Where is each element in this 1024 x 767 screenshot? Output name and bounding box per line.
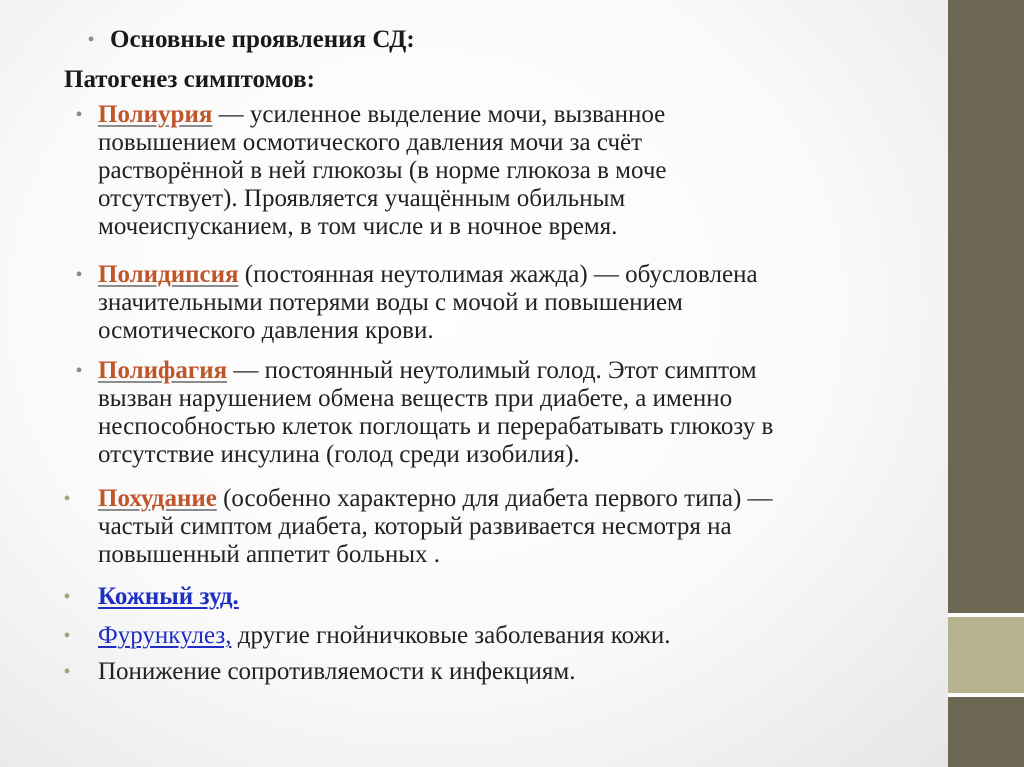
slide-subtitle: Патогенез симптомов: — [64, 66, 315, 93]
term-link-polyphagia[interactable]: Полифагия — [98, 357, 228, 384]
list-item-infection-resistance — [98, 658, 948, 686]
list-item-skin-itch — [98, 583, 948, 611]
bullet-marker: • — [75, 360, 83, 382]
bullet-marker: • — [63, 661, 71, 683]
list-item-furunculosis — [98, 622, 948, 650]
list-item-text: отсутствует). Проявляется учащённым обильным — [98, 185, 626, 212]
list-item-polydipsia — [98, 261, 948, 345]
list-item-text: вызван нарушением обмена веществ при диабете, а именно — [98, 385, 733, 412]
list-item-text: частый симптом диабета, который развивается несмотря на — [98, 513, 732, 540]
list-item-polyuria — [98, 101, 948, 241]
list-item-text: растворённой в ней глюкозы (в норме глюкоза в моче — [98, 157, 667, 184]
list-item-weight-loss — [98, 485, 948, 569]
list-item-text: повышением осмотического давления мочи за счёт — [98, 129, 643, 156]
bullet-marker: • — [63, 488, 71, 510]
list-item-text: отсутствие инсулина (голод среди изобилия). — [98, 441, 580, 468]
list-item-polyphagia — [98, 357, 948, 469]
decorative-sidebar-band — [948, 617, 1024, 693]
term-link-skin-itch[interactable]: Кожный зуд. — [98, 583, 239, 610]
term-link-polydipsia[interactable]: Полидипсия — [98, 261, 239, 288]
bullet-marker: • — [63, 625, 71, 647]
list-item-text: другие гнойничковые заболевания кожи. — [231, 622, 671, 649]
slide-title: Основные проявления СД: — [110, 26, 415, 53]
list-item-text: мочеиспусканием, в том числе и в ночное время. — [98, 213, 618, 240]
bullet-marker: • — [75, 264, 83, 286]
term-link-polyuria[interactable]: Полиурия — [98, 101, 213, 128]
term-link-weight-loss[interactable]: Похудание — [98, 485, 217, 512]
list-item-text: (постоянная неутолимая жажда) — обусловлена — [238, 261, 758, 288]
bullet-marker: • — [87, 29, 95, 51]
bullet-marker: • — [63, 586, 71, 608]
list-item-text: неспособностью клеток поглощать и перерабатывать глюкозу в — [98, 413, 774, 440]
list-item-text: — постоянный неутолимый голод. Этот симптом — [227, 357, 757, 384]
list-item-text: осмотического давления крови. — [98, 317, 434, 344]
bullet-marker: • — [75, 104, 83, 126]
list-item-text: значительными потерями воды с мочой и повышением — [98, 289, 683, 316]
list-item-text: повышенный аппетит больных . — [98, 541, 441, 568]
sidebar-divider-bottom — [948, 693, 1024, 697]
list-item-text: Понижение сопротивляемости к инфекциям. — [98, 658, 576, 685]
term-link-furunculosis[interactable]: Фурункулез, — [98, 622, 232, 649]
list-item-text: (особенно характерно для диабета первого типа) — — [216, 485, 773, 512]
list-item-text: — усиленное выделение мочи, вызванное — [212, 101, 666, 128]
